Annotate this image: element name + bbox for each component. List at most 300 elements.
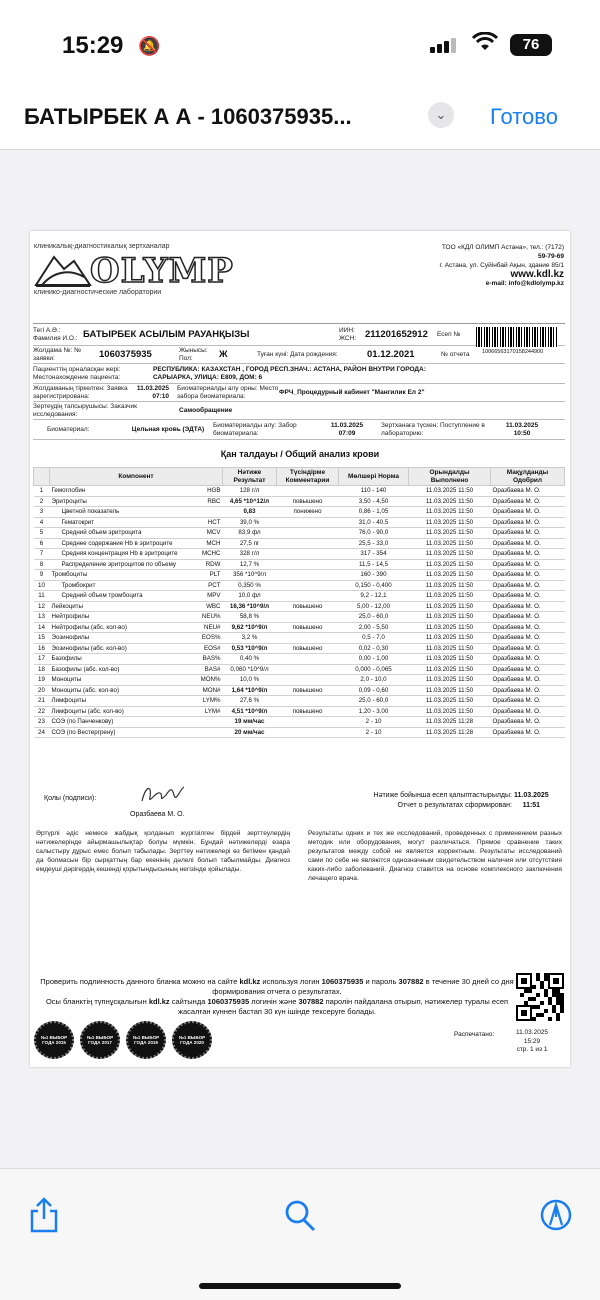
approved-by: Оразбаева М. О. [491,591,565,602]
verify-kz-1: Осы бланктің түпнұсқалығын [45,997,147,1006]
row-number: 18 [34,664,50,675]
award-badge-icon: №1 ВЫБОР ГОДА 2019 [126,1021,166,1059]
verify-site: kdl.kz [239,977,261,986]
bell-muted-icon: 🔕 [138,36,161,56]
test-name: Цветной показатель [50,507,196,518]
comment: повышено [277,622,339,633]
reference-range: 2 - 10 [339,717,409,728]
test-name: Средняя концентрация Hb в эритроците [50,549,196,560]
barcode-icon [476,327,558,347]
cellular-signal-icon [430,38,458,58]
approved-by: Оразбаева М. О. [491,717,565,728]
report-formed-labels [352,791,512,811]
approved-by: Оразбаева М. О. [491,643,565,654]
logo-subtitle-kz: клиникалық-диагностикалық зертханалар [34,243,170,250]
row-number: 14 [34,622,50,633]
test-name: СОЭ (по Вестергрену) [50,727,196,738]
clock: 15:29 [62,32,124,59]
qr-code-icon [516,973,564,1021]
patient-iin: 211201652912 [365,328,428,340]
verify-kz-2: сайтында [171,997,206,1006]
approved-by: Оразбаева М. О. [491,706,565,717]
approved-by: Оразбаева М. О. [491,517,565,528]
result-value: 19 мм/час [223,717,277,728]
result-value: 0,53 *10^9/л [223,643,277,654]
reg-date: 11.03.2025 [136,385,169,392]
test-name: Распределение эритроцитов по объему [50,559,196,570]
comment [277,549,339,560]
row-number: 4 [34,517,50,528]
org-line1: ТОО «КДЛ ОЛИМП Астана», тел.: (7172) [441,244,564,251]
printed-info [516,1029,548,1055]
reference-range: 9,2 - 12,1 [339,591,409,602]
barcode-number: 10066563170158244900 [482,349,544,355]
order-number: 1060375935 [99,348,152,360]
result-value: 0,060 *10^9/л [223,664,277,675]
approved-by: Оразбаева М. О. [491,633,565,644]
arrive-label: Зертханаға түскен: Поступление в лабораторию: [381,422,485,437]
dob-label: Туған күні: Дата рождения: [257,350,338,358]
table-row [34,664,565,675]
row-number: 10 [34,580,50,591]
verify-text-4: в течение 30 дней со дня формирования отчета о результатах. [212,977,514,996]
row-number: 2 [34,496,50,507]
reference-range: 25,0 - 60,0 [339,612,409,623]
report-label: № отчета [441,350,470,358]
result-value: 128 г/л [223,486,277,497]
report-line-ru: Отчет о результатах сформирован: [397,802,512,809]
test-code: LYM% [196,696,223,707]
row-number: 9 [34,570,50,581]
org-line2: 59-79-69 [537,253,564,260]
report-formed-values [514,791,549,811]
approved-by: Оразбаева М. О. [491,559,565,570]
comment [277,612,339,623]
approved-by: Оразбаева М. О. [491,654,565,665]
verify-kz-password: 307882 [298,997,324,1006]
bio-label: Биоматериал: [47,425,90,433]
result-value: 4,65 *10^12/л [223,496,277,507]
test-code: BAS# [196,664,223,675]
results-body [34,486,565,738]
comment: понижено [277,507,339,518]
result-value: 3,2 % [223,633,277,644]
row-number: 15 [34,633,50,644]
approved-by: Оразбаева М. О. [491,622,565,633]
reference-range: 0,86 - 1,05 [339,507,409,518]
battery-indicator: 76 [510,34,552,56]
table-row [34,675,565,686]
test-name: Нейтрофилы [50,612,196,623]
test-code: MPV [196,591,223,602]
org-email: e-mail: info@kdlolymp.kz [485,280,564,287]
org-website: www.kdl.kz [510,269,564,280]
test-name: Базофилы [50,654,196,665]
completed-at: 11.03.2025 11:50 [409,538,491,549]
test-code: MCH [196,538,223,549]
row-number: 13 [34,612,50,623]
approved-by: Оразбаева М. О. [491,675,565,686]
row-number: 5 [34,528,50,539]
table-row [34,643,565,654]
completed-at: 11.03.2025 11:28 [409,717,491,728]
comment [277,570,339,581]
approved-by: Оразбаева М. О. [491,549,565,560]
reference-range: 0,5 - 7,0 [339,633,409,644]
comment: повышено [277,706,339,717]
collection-place: ФРЧ_Процедурный кабинет "Мангилик Ел 2" [279,388,425,396]
completed-at: 11.03.2025 11:50 [409,654,491,665]
completed-at: 11.03.2025 11:50 [409,696,491,707]
arrive-date: 11.03.2025 [505,422,539,429]
approved-by: Оразбаева М. О. [491,528,565,539]
test-name: Эозинофилы (абс. кол-во) [50,643,196,654]
approved-by: Оразбаева М. О. [491,580,565,591]
approved-by: Оразбаева М. О. [491,696,565,707]
approved-by: Оразбаева М. О. [491,685,565,696]
test-name: Среднее содержание Hb в эритроците [50,538,196,549]
signer-name: Оразбаева М. О. [130,811,185,818]
section-title: Қан талдауы / Общий анализ крови [220,449,380,459]
comment [277,727,339,738]
row-number: 6 [34,538,50,549]
place-label: Биоматериалды алу орны: Место забора биоматериала: [177,385,279,400]
test-code: RDW [196,559,223,570]
test-name: Базофилы (абс. кол-во) [50,664,196,675]
result-value: 27,5 пг [223,538,277,549]
test-name: СОЭ (по Панченкову) [50,717,196,728]
collect-date: 11.03.2025 [330,422,364,429]
patient-sex: Ж [219,348,228,360]
result-value: 16,36 *10^9/л [223,601,277,612]
approved-by: Оразбаева М. О. [491,538,565,549]
result-value: 4,51 *10^9/л [223,706,277,717]
test-code [196,727,223,738]
test-code: EOS# [196,643,223,654]
completed-at: 11.03.2025 11:50 [409,549,491,560]
test-code: PLT [196,570,223,581]
result-value: 0,83 [223,507,277,518]
result-value: 1,64 *10^9/л [223,685,277,696]
completed-at: 11.03.2025 11:50 [409,675,491,686]
test-name: Гематокрит [50,517,196,528]
comment [277,591,339,602]
test-code: MCV [196,528,223,539]
brand-name: OLYMP [90,251,234,291]
reference-range: 3,50 - 4,50 [339,496,409,507]
patient-address: РЕСПУБЛИКА: КАЗАХСТАН , ГОРОД РЕСП.ЗНАЧ.: АСТАНА, РАЙОН ВНУТРИ ГОРОДА: САРЫАРКА, УЛИЦА: Е809, ДОМ: 6 [153,366,426,381]
test-name: Лимфоциты (абс. кол-во) [50,706,196,717]
column-header: Мөлшері Норма [339,468,409,486]
approved-by: Оразбаева М. О. [491,496,565,507]
comment [277,696,339,707]
award-badges [34,1021,224,1061]
result-value: 0,350 % [223,580,277,591]
completed-at: 11.03.2025 11:50 [409,496,491,507]
row-number: 1 [34,486,50,497]
bottom-toolbar [0,1168,600,1300]
report-date: 11.03.2025 [514,792,549,799]
result-value: 58,8 % [223,612,277,623]
approved-by: Оразбаева М. О. [491,486,565,497]
test-code: PCT [196,580,223,591]
reg-time: 07:10 [152,392,169,400]
reference-range: 2,0 - 10,0 [339,675,409,686]
completed-at: 11.03.2025 11:50 [409,601,491,612]
nav-bar [0,90,600,150]
test-name: Тромбокрит [50,580,196,591]
award-badge-icon: №1 ВЫБОР ГОДА 2015 [34,1021,74,1059]
name-label: Тегі А.Ә.: Фамилия И.О.: [33,327,78,342]
row-number: 16 [34,643,50,654]
comment: повышено [277,496,339,507]
column-header: Орындалды Выполнено [409,468,491,486]
reference-range: 2 - 10 [339,727,409,738]
report-time: 11:51 [522,802,541,809]
table-row [34,727,565,738]
patient-name: БАТЫРБЕК АСЫЛЫМ РАУАНҚЫЗЫ [83,328,250,340]
result-value: 20 мм/час [223,727,277,738]
test-code: HCT [196,517,223,528]
collect-time: 07:09 [338,429,356,437]
row-number: 23 [34,717,50,728]
printed-label: Распечатано: [454,1031,495,1038]
reg-label: Жолдаманың тіркелген: Заявка зарегистрирована: [33,385,128,400]
result-value: 10,0 фл [223,591,277,602]
reference-range: 11,5 - 14,5 [339,559,409,570]
home-indicator [199,1283,401,1289]
test-name: Моноциты (абс. кол-во) [50,685,196,696]
collect-label: Биоматериалды алу: Забор биоматериала: [213,422,297,437]
signature-label: Қолы (подписи): [44,795,97,802]
table-row [34,538,565,549]
comment [277,654,339,665]
row-number: 8 [34,559,50,570]
test-code: MON% [196,675,223,686]
row-number: 7 [34,549,50,560]
share-icon[interactable] [28,1197,60,1233]
approved-by: Оразбаева М. О. [491,507,565,518]
biomaterial: Цельная кровь (ЭДТА) [131,425,205,433]
org-address: г. Астана, ул. Суйінбай Ақын, здание 85/1 [439,262,564,269]
column-header: Мақұлданды Одобрил [491,468,565,486]
test-name: Средний объем тромбоцита [50,591,196,602]
table-row [34,685,565,696]
table-row [34,612,565,623]
table-row [34,507,565,518]
completed-at: 11.03.2025 11:50 [409,664,491,675]
row-number: 24 [34,727,50,738]
result-value: 12,7 % [223,559,277,570]
signature-icon [138,783,186,807]
chevron-down-icon[interactable]: ⌄ [428,102,454,128]
comment [277,717,339,728]
reference-range: 0,09 - 0,60 [339,685,409,696]
sex-label: Жынысы: Пол: [179,347,208,362]
markup-icon[interactable] [540,1197,572,1233]
reference-range: 317 - 354 [339,549,409,560]
document-page [30,231,570,1067]
completed-at: 11.03.2025 11:50 [409,559,491,570]
reference-range: 160 - 390 [339,570,409,581]
table-row [34,496,565,507]
test-code: NEU# [196,622,223,633]
test-code: NEU% [196,612,223,623]
comment [277,675,339,686]
note-ru: Результаты одних и тех же исследований, проведенных с применением разных методик или оборудования, могут различаться. Прямое сравнение таких результатов между собой не является корректным. Результаты исследований сами по себе не являются однозначным свидетельством наличия или отсутствия каких-либо заболеваний. Диагноз ставится на основе комплексного заключения лечащего врача. [308,830,562,882]
completed-at: 11.03.2025 11:50 [409,591,491,602]
comment [277,517,339,528]
table-row [34,580,565,591]
col-num [34,468,50,486]
org-contacts [364,243,564,288]
completed-at: 11.03.2025 11:50 [409,633,491,644]
award-badge-icon: №1 ВЫБОР ГОДА 2017 [80,1021,120,1059]
test-name: Средний объем эритроцита [50,528,196,539]
arrive-time: 10:50 [513,429,531,437]
reference-range: 1,20 - 3,00 [339,706,409,717]
table-row [34,549,565,560]
table-row [34,570,565,581]
test-name: Лейкоциты [50,601,196,612]
iin-label: ИИН: ЖСН: [339,327,357,342]
row-number: 17 [34,654,50,665]
result-value: 39,0 % [223,517,277,528]
reference-range: 0,000 - 0,065 [339,664,409,675]
verify-kz-4: паролін пайдалана отырып, [325,997,423,1006]
verify-kz-login: 1060375935 [207,997,250,1006]
result-value: 328 г/л [223,549,277,560]
verify-text-2: используя логин [262,977,320,986]
row-number: 19 [34,675,50,686]
comment [277,538,339,549]
reference-range: 76,0 - 90,0 [339,528,409,539]
verify-kz-3: логинін және [251,997,297,1006]
order-label: Жолдама №: № заявки: [33,347,82,362]
test-name: Моноциты [50,675,196,686]
comment: повышено [277,685,339,696]
row-number: 11 [34,591,50,602]
result-value: 0,40 % [223,654,277,665]
approved-by: Оразбаева М. О. [491,664,565,675]
patient-dob: 01.12.2021 [367,348,415,360]
row-number: 22 [34,706,50,717]
table-row [34,696,565,707]
verify-text-3: и пароль [365,977,397,986]
reference-range: 110 - 140 [339,486,409,497]
comment [277,559,339,570]
table-row [34,717,565,728]
reference-range: 0,00 - 1,00 [339,654,409,665]
verify-text-1: Проверить подлинность данного бланка можно на сайте [40,977,238,986]
result-value: 27,6 % [223,696,277,707]
completed-at: 11.03.2025 11:50 [409,580,491,591]
test-name: Эритроциты [50,496,196,507]
approved-by: Оразбаева М. О. [491,601,565,612]
reference-range: 25,5 - 33,0 [339,538,409,549]
completed-at: 11.03.2025 11:28 [409,727,491,738]
table-row [34,654,565,665]
verify-kz-site: kdl.kz [148,997,170,1006]
completed-at: 11.03.2025 11:50 [409,622,491,633]
table-row [34,622,565,633]
verify-kz-5: нәтижелер туралы есеп жасалған күннен бастап 30 күн ішінде тексеруге болады. [177,997,509,1016]
verify-password: 307882 [398,977,424,986]
test-name: Эозинофилы [50,633,196,644]
column-header: Түсіндірме Комментарии [277,468,339,486]
row-number: 21 [34,696,50,707]
completed-at: 11.03.2025 11:50 [409,706,491,717]
report-line-kz: Нәтиже бойынша есеп қалыптастырылды: [373,792,512,799]
result-value: 83,9 фл [223,528,277,539]
wifi-icon [472,32,498,58]
page-number: стр. 1 из 1 [516,1046,548,1053]
test-code: RBC [196,496,223,507]
completed-at: 11.03.2025 11:50 [409,517,491,528]
reference-range: 5,00 - 12,00 [339,601,409,612]
row-number: 20 [34,685,50,696]
test-code: BAS% [196,654,223,665]
approved-by: Оразбаева М. О. [491,612,565,623]
customer-label: Зертеудің тапсырушысы: Заказчик исследования: [33,403,137,418]
verify-login: 1060375935 [321,977,364,986]
status-bar [0,0,600,90]
test-code [196,507,223,518]
reference-range: 31,0 - 40,5 [339,517,409,528]
test-code: EOS% [196,633,223,644]
completed-at: 11.03.2025 11:50 [409,685,491,696]
logo-subtitle-ru: клинико-диагностические лаборатории [34,289,162,296]
table-row [34,559,565,570]
completed-at: 11.03.2025 11:50 [409,643,491,654]
reference-range: 0,150 - 0,400 [339,580,409,591]
result-value: 10,0 % [223,675,277,686]
note-kz: Әртүрлі әдіс немесе жабдық қолданып жүргізілген бірдей зерттеулердің нәтижелерінде айырмашылықтар болуы мүмкін. Бұндай нәтижелерді өзара салыстыру дұрыс емес болып табылады. Зерттеу нәтижелері өз бетімен қандай да болмасын бір сырқаттың бар екенінің дәлелі болып табылмайды. Диагноз емдеуші дәрігердің кешенді қорытындысының негізінде қойылады. [36,830,290,873]
table-row [34,486,565,497]
verification-text [40,977,514,1017]
completed-at: 11.03.2025 11:50 [409,528,491,539]
row-number: 12 [34,601,50,612]
table-row [34,517,565,528]
comment [277,580,339,591]
customer: Самообращение [179,406,233,414]
test-code: HGB [196,486,223,497]
test-name: Лимфоциты [50,696,196,707]
document-title: БАТЫРБЕК А А - 1060375935... [24,104,352,129]
test-code: WBC [196,601,223,612]
comment: повышено [277,601,339,612]
done-button[interactable]: Готово [490,104,558,129]
test-name: Тромбоциты [50,570,196,581]
result-value: 9,62 *10^9/л [223,622,277,633]
completed-at: 11.03.2025 11:50 [409,486,491,497]
test-name: Гемоглобин [50,486,196,497]
search-icon[interactable] [284,1197,316,1233]
comment: повышено [277,643,339,654]
approved-by: Оразбаева М. О. [491,570,565,581]
test-code: LYM# [196,706,223,717]
table-row [34,528,565,539]
comment [277,664,339,675]
result-value: 356 *10^9/л [223,570,277,581]
test-name: Нейтрофилы (абс. кол-во) [50,622,196,633]
address-label: Пациенттің орналасқан жері: Местонахождение пациента: [33,366,121,381]
printed-time: 15:29 [523,1037,541,1045]
reference-range: 0,02 - 0,30 [339,643,409,654]
table-row [34,601,565,612]
table-row [34,706,565,717]
account-label: Есеп № [437,330,461,338]
